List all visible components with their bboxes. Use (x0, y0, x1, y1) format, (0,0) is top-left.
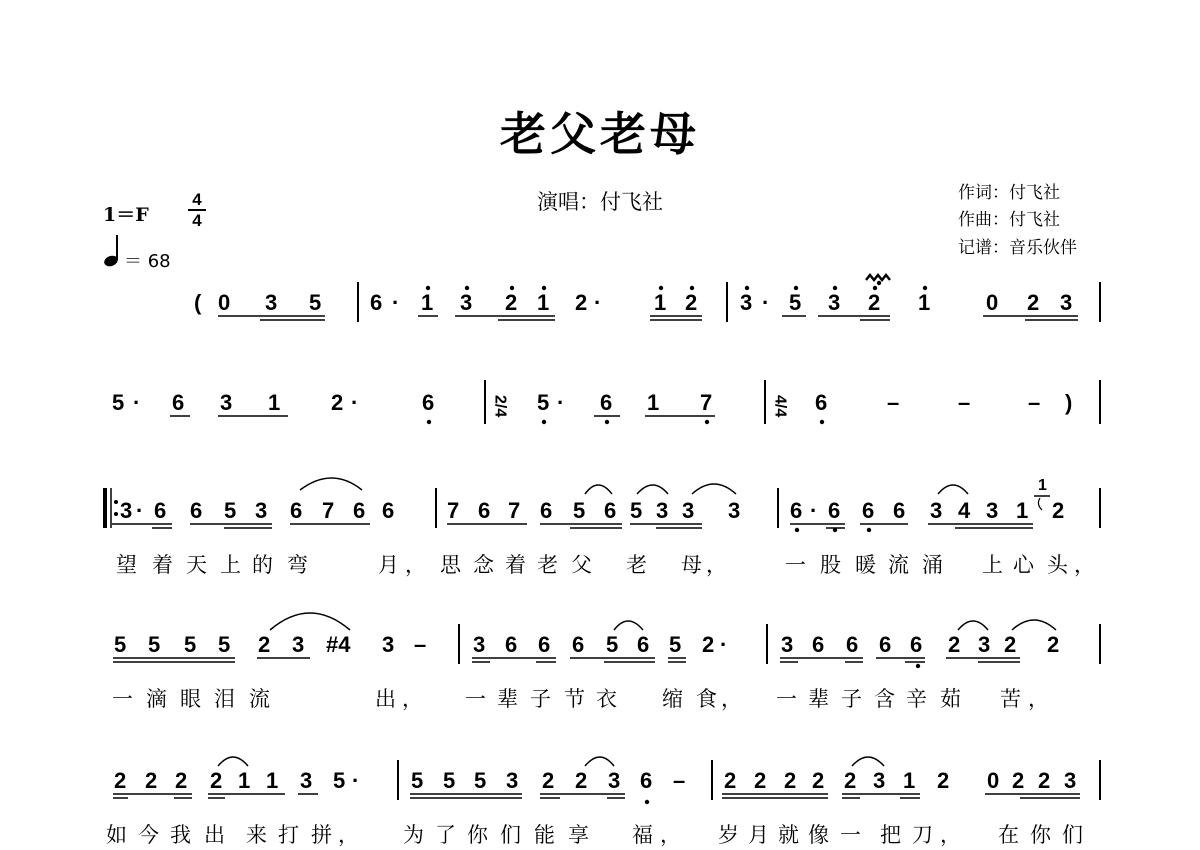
note: 2 (331, 390, 344, 415)
note: 6 (478, 498, 491, 523)
lyric-char: 老 (537, 553, 558, 577)
lyric-char: 你 (1030, 823, 1051, 847)
lyric-char: 辈 (808, 687, 829, 711)
note: 1 (266, 768, 279, 793)
lyric-char: 福 (632, 823, 653, 847)
note: 5 (411, 768, 424, 793)
lyric-char: 父 (571, 553, 592, 577)
volta-ending (1034, 477, 1050, 510)
tempo-marking: ＝ 68 (124, 251, 171, 272)
note: · (720, 632, 728, 657)
note: 6 (640, 768, 653, 793)
note: 2 (1038, 768, 1051, 793)
note: ) (1065, 390, 1073, 415)
score-line-2 (112, 390, 1072, 417)
time-signature-denominator: 4 (188, 209, 206, 230)
score-line-4 (114, 632, 1059, 657)
score-line-5 (114, 768, 1076, 793)
note: 2 (145, 768, 158, 793)
lyric-char: 拼 (311, 823, 332, 847)
lyric-char: 头 (1047, 553, 1068, 577)
note: 1 (537, 290, 550, 315)
note: 1 (654, 290, 667, 315)
note: · (133, 390, 141, 415)
note: · (810, 498, 818, 523)
lyric-char: 心 (1013, 553, 1034, 577)
note: 3 (781, 632, 794, 657)
note: – (958, 390, 971, 415)
lyric-char: 上 (220, 553, 241, 577)
lyric-char: 一 (785, 553, 806, 577)
lyric-char: 眼 (180, 687, 201, 711)
note: 2 (685, 290, 698, 315)
transcriber-credit: 记谱：音乐伙伴 (958, 238, 1077, 258)
lyric-char: 流 (888, 553, 909, 577)
lyric-char: 就 (778, 823, 799, 847)
note: – (1028, 390, 1041, 415)
note: · (594, 290, 602, 315)
note: 3 (728, 498, 741, 523)
note: 6 (290, 498, 303, 523)
lyric-char: 老 (626, 553, 647, 577)
time-signature-numerator: 4 (192, 190, 202, 209)
lyric-char: 在 (998, 823, 1019, 847)
note: 2 (1004, 632, 1017, 657)
lyric-char: 暖 (855, 553, 876, 577)
lyric-char: 你 (467, 823, 488, 847)
note: 3 (873, 768, 886, 793)
note: 2 (175, 768, 188, 793)
note: ( (194, 290, 202, 315)
lyric-char: 把 (880, 823, 901, 847)
note: 2 (937, 768, 950, 793)
note: 5 (148, 632, 161, 657)
lyric-char: 母 (681, 553, 702, 577)
note: 5 (573, 498, 586, 523)
lyric-char: 辛 (906, 687, 927, 711)
note: 5 (537, 390, 550, 415)
note: 3 (986, 498, 999, 523)
note: · (136, 498, 144, 523)
note: 4 (958, 498, 971, 523)
note: 6 (879, 632, 892, 657)
note: 7 (322, 498, 335, 523)
note: 2 (542, 768, 555, 793)
note: 2 (844, 768, 857, 793)
lyric-char: 打 (278, 823, 299, 847)
note: 6 (154, 498, 167, 523)
lyric-char: 的 (252, 553, 273, 577)
note: – (887, 390, 900, 415)
lyric-char: ， (721, 687, 742, 711)
lyric-char: 出 (375, 687, 396, 711)
note: 5 (606, 632, 619, 657)
note: 5 (184, 632, 197, 657)
note: 3 (828, 290, 841, 315)
lyric-char: 弯 (287, 553, 308, 577)
lyric-char: 念 (473, 553, 494, 577)
lyric-line-4 (112, 687, 1049, 712)
note: 2 (1052, 498, 1065, 523)
lyric-char: 涌 (922, 553, 943, 577)
note: 5 (309, 290, 322, 315)
lyric-char: 月 (748, 823, 769, 847)
note: 3 (930, 498, 943, 523)
note: 3 (292, 632, 305, 657)
lyric-char: ， (940, 823, 961, 847)
lyric-line-5 (106, 823, 1083, 848)
note: – (414, 632, 427, 657)
note: 6 (846, 632, 859, 657)
note: 3 (300, 768, 313, 793)
note: · (352, 768, 360, 793)
lyric-char: 股 (820, 553, 841, 577)
mordent-icon (866, 275, 890, 280)
lyric-char: ， (402, 687, 423, 711)
note: 1 (421, 290, 434, 315)
lyric-char: 了 (435, 823, 456, 847)
score-title: 老父老母 (500, 107, 700, 161)
lyric-char: 月 (378, 553, 399, 577)
time-signature-change: 2/4 (491, 395, 509, 418)
lyric-char: 思 (440, 553, 461, 577)
lyric-char: 子 (530, 687, 551, 711)
note: #4 (326, 632, 351, 657)
note: 7 (508, 498, 521, 523)
note: 6 (370, 290, 383, 315)
note: 6 (893, 498, 906, 523)
note: 6 (382, 498, 395, 523)
lyric-char: 辈 (497, 687, 518, 711)
note: 1 (268, 390, 281, 415)
note: 1 (647, 390, 660, 415)
note: 6 (540, 498, 553, 523)
lyric-char: ， (405, 553, 426, 577)
note: 3 (473, 632, 486, 657)
note: 3 (656, 498, 669, 523)
lyric-char: 我 (170, 823, 191, 847)
note: 6 (353, 498, 366, 523)
note: 1 (903, 768, 916, 793)
note: 6 (910, 632, 923, 657)
note: · (392, 290, 400, 315)
note: 5 (630, 498, 643, 523)
note: 6 (190, 498, 203, 523)
lyric-char: 来 (246, 823, 267, 847)
lyric-char: ， (660, 823, 681, 847)
note: 2 (1012, 768, 1025, 793)
note: 6 (862, 498, 875, 523)
note: 5 (789, 290, 802, 315)
lyric-char: ， (1028, 687, 1049, 711)
note: 6 (505, 632, 518, 657)
note: 2 (114, 768, 127, 793)
note: 3 (382, 632, 395, 657)
lyric-char: 岁 (718, 823, 739, 847)
lyric-char: 食 (696, 687, 717, 711)
lyric-char: 能 (534, 823, 555, 847)
lyric-char: 上 (982, 553, 1003, 577)
lyric-char: 子 (841, 687, 862, 711)
lyric-char: 着 (505, 553, 526, 577)
note: · (557, 390, 565, 415)
lyric-char: 们 (500, 823, 521, 847)
lyric-char: 出 (204, 823, 225, 847)
note: 3 (740, 290, 753, 315)
lyric-char: 一 (840, 823, 861, 847)
note: 6 (637, 632, 650, 657)
note: · (351, 390, 359, 415)
lyric-char: 一 (776, 687, 797, 711)
note: 5 (224, 498, 237, 523)
lyric-char: ， (1074, 553, 1095, 577)
note: 2 (258, 632, 271, 657)
lyric-char: 着 (152, 553, 173, 577)
note: 6 (828, 498, 841, 523)
score-line-3 (120, 498, 1064, 523)
note: 6 (815, 390, 828, 415)
note: 2 (575, 768, 588, 793)
note: 6 (172, 390, 185, 415)
singer-credit: 演唱：付飞社 (537, 190, 663, 214)
note: 5 (669, 632, 682, 657)
note: 5 (112, 390, 125, 415)
note: 3 (220, 390, 233, 415)
note: 3 (608, 768, 621, 793)
note: – (673, 768, 686, 793)
note: 2 (505, 290, 518, 315)
note: 2 (1047, 632, 1060, 657)
note: 5 (474, 768, 487, 793)
time-signature-change: 4/4 (771, 395, 789, 418)
lyric-char: ， (338, 823, 359, 847)
note: 5 (333, 768, 346, 793)
note: 0 (986, 290, 999, 315)
note: 2 (948, 632, 961, 657)
note: 7 (700, 390, 713, 415)
note: 3 (1064, 768, 1077, 793)
lyric-char: 今 (138, 823, 159, 847)
note: 3 (506, 768, 519, 793)
lyric-char: 缩 (662, 687, 683, 711)
note: 2 (754, 768, 767, 793)
note: 3 (265, 290, 278, 315)
note: 2 (702, 632, 715, 657)
lyric-line-3 (116, 553, 1095, 578)
volta-number: 1 (1038, 477, 1047, 494)
bar-lines (358, 282, 1100, 800)
note: 2 (784, 768, 797, 793)
lyric-char: 含 (874, 687, 895, 711)
repeat-start-sign (103, 488, 118, 528)
lyric-char: 像 (808, 823, 829, 847)
lyric-char: 泪 (214, 687, 235, 711)
note: 2 (575, 290, 588, 315)
note: 0 (218, 290, 231, 315)
note: 2 (210, 768, 223, 793)
lyricist-credit: 作词：付飞社 (958, 183, 1060, 203)
note: 3 (682, 498, 695, 523)
lyric-char: 衣 (596, 687, 617, 711)
note: 6 (812, 632, 825, 657)
note: 3 (978, 632, 991, 657)
lyric-char: 如 (106, 823, 127, 847)
note: 5 (114, 632, 127, 657)
note: 6 (422, 390, 435, 415)
lyric-char: 们 (1062, 823, 1083, 847)
note: · (762, 290, 770, 315)
lyric-char: 一 (112, 687, 133, 711)
note: 6 (572, 632, 585, 657)
lyric-char: 望 (116, 553, 137, 577)
note: 7 (447, 498, 460, 523)
note: 3 (120, 498, 133, 523)
note: 6 (600, 390, 613, 415)
lyric-char: 刀 (912, 823, 933, 847)
note: 5 (218, 632, 231, 657)
note: 3 (1060, 290, 1073, 315)
lyric-char: 节 (564, 687, 585, 711)
note: 3 (460, 290, 473, 315)
note: 5 (443, 768, 456, 793)
note: 2 (724, 768, 737, 793)
lyric-char: 享 (568, 823, 589, 847)
note: 2 (868, 290, 881, 315)
note: 2 (812, 768, 825, 793)
lyric-char: ， (706, 553, 727, 577)
note: 1 (918, 290, 931, 315)
note: 6 (604, 498, 617, 523)
note: 6 (538, 632, 551, 657)
note: 1 (238, 768, 251, 793)
score-line-1 (194, 290, 1072, 315)
note: 2 (1027, 290, 1040, 315)
note: 6 (790, 498, 803, 523)
composer-credit: 作曲：付飞社 (958, 210, 1060, 230)
lyric-char: 为 (403, 823, 424, 847)
note: 1 (1016, 498, 1029, 523)
lyric-char: 天 (186, 553, 207, 577)
lyric-char: 茹 (940, 687, 961, 711)
lyric-char: 一 (465, 687, 486, 711)
octave-dots (426, 281, 927, 804)
note: 0 (987, 768, 1000, 793)
key-signature: 1＝F (103, 204, 149, 226)
lyric-char: 苦 (1000, 687, 1021, 711)
lyric-char: 流 (249, 687, 270, 711)
lyric-char: 滴 (146, 687, 167, 711)
note: 3 (255, 498, 268, 523)
